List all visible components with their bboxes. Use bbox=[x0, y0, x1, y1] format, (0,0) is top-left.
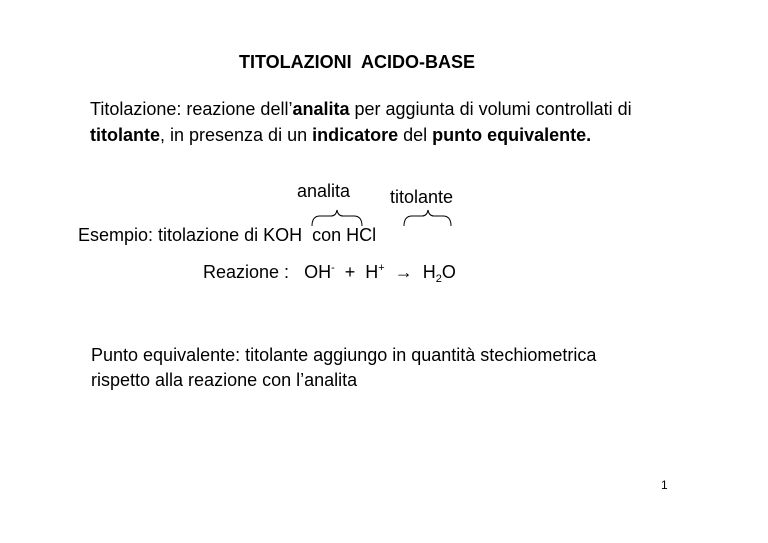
titolante-label: titolante bbox=[390, 187, 454, 207]
definition-text-2: per aggiunta di volumi controllati di bbox=[349, 99, 632, 119]
proton: H bbox=[365, 262, 379, 282]
reaction-line bbox=[203, 262, 456, 283]
arrow-icon: → bbox=[394, 262, 413, 282]
water-h: H bbox=[422, 262, 436, 282]
hydroxide-charge: - bbox=[331, 262, 335, 274]
reaction-label: Reazione : bbox=[203, 262, 290, 282]
water-subscript: 2 bbox=[435, 273, 442, 285]
example-line: Esempio: titolazione di KOH con HCl bbox=[78, 225, 377, 245]
term-titolante: titolante bbox=[90, 125, 160, 145]
water-o: O bbox=[441, 262, 456, 282]
term-punto-equivalente: punto equivalente. bbox=[432, 125, 592, 145]
equivalence-note: Punto equivalente: titolante aggiungo in quantità stechiometrica rispetto alla reazione con l’analita bbox=[91, 345, 597, 390]
hydroxide: OH bbox=[304, 262, 332, 282]
brace-analita bbox=[312, 210, 362, 226]
definition-text-4: del bbox=[398, 125, 433, 145]
page-number: 1 bbox=[661, 478, 668, 492]
proton-charge: + bbox=[378, 262, 385, 274]
term-indicatore: indicatore bbox=[312, 125, 399, 145]
definition-text-1: Titolazione: reazione dell’ bbox=[90, 99, 293, 119]
plus-sign: + bbox=[344, 262, 356, 282]
term-analita: analita bbox=[292, 99, 350, 119]
slide-title: TITOLAZIONI ACIDO-BASE bbox=[239, 52, 475, 72]
analita-label: analita bbox=[297, 181, 351, 201]
definition-text-3: , in presenza di un bbox=[160, 125, 313, 145]
brace-titolante bbox=[404, 210, 451, 226]
